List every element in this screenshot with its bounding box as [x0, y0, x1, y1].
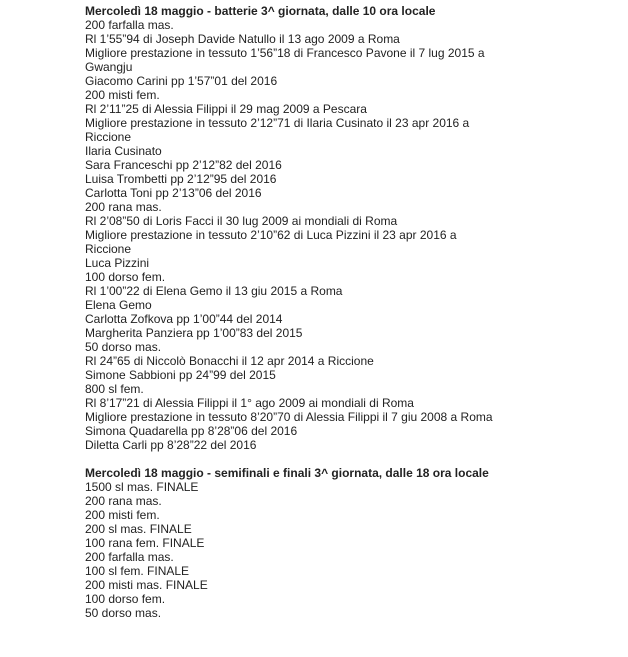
schedule-line: Migliore prestazione in tessuto 8’20”70 di Alessia Filippi il 7 giu 2008 a Roma: [85, 410, 493, 424]
section-lines: [85, 18, 505, 452]
schedule-line: 800 sl fem.: [85, 382, 144, 396]
schedule-line: Giacomo Carini pp 1’57”01 del 2016: [85, 74, 278, 88]
section-heading: Mercoledì 18 maggio - batterie 3^ giornata, dalle 10 ora locale: [85, 4, 436, 18]
schedule-line: Rl 1’55”94 di Joseph Davide Natullo il 13 ago 2009 a Roma: [85, 32, 400, 46]
section-lines: [85, 480, 505, 620]
schedule-line: Margherita Panziera pp 1’00”83 del 2015: [85, 326, 303, 340]
schedule-line: 100 sl fem. FINALE: [85, 564, 190, 578]
schedule-line: Ilaria Cusinato: [85, 144, 162, 158]
schedule-line: Rl 2’11”25 di Alessia Filippi il 29 mag 2009 a Pescara: [85, 102, 367, 116]
schedule-line: 200 farfalla mas.: [85, 550, 174, 564]
schedule-line: 50 dorso mas.: [85, 340, 162, 354]
schedule-line: Elena Gemo: [85, 298, 152, 312]
section-finals: [85, 466, 505, 620]
schedule-line: Simona Quadarella pp 8’28”06 del 2016: [85, 424, 298, 438]
schedule-line: Carlotta Toni pp 2’13”06 del 2016: [85, 186, 262, 200]
section-heats: [85, 4, 505, 452]
schedule-line: 50 dorso mas.: [85, 606, 162, 620]
schedule-line: Rl 2’08”50 di Loris Facci il 30 lug 2009 ai mondiali di Roma: [85, 214, 398, 228]
schedule-line: 200 sl mas. FINALE: [85, 522, 192, 536]
schedule-line: Simone Sabbioni pp 24”99 del 2015: [85, 368, 276, 382]
schedule-line: Rl 24”65 di Niccolò Bonacchi il 12 apr 2014 a Riccione: [85, 354, 374, 368]
schedule-line: Sara Franceschi pp 2’12”82 del 2016: [85, 158, 282, 172]
schedule-line: Rl 1’00”22 di Elena Gemo il 13 giu 2015 a Roma: [85, 284, 343, 298]
schedule-line: 200 misti fem.: [85, 508, 160, 522]
schedule-line: 100 dorso fem.: [85, 592, 166, 606]
schedule-line: Migliore prestazione in tessuto 1’56”18 di Francesco Pavone il 7 lug 2015 a Gwangju: [85, 46, 485, 74]
schedule-line: 200 farfalla mas.: [85, 18, 174, 32]
schedule-line: Luca Pizzini: [85, 256, 150, 270]
schedule-document: [85, 4, 505, 620]
schedule-line: Migliore prestazione in tessuto 2’10”62 di Luca Pizzini il 23 apr 2016 a Riccione: [85, 228, 457, 256]
schedule-line: Carlotta Zofkova pp 1’00”44 del 2014: [85, 312, 283, 326]
schedule-line: 1500 sl mas. FINALE: [85, 480, 199, 494]
schedule-line: 200 rana mas.: [85, 200, 162, 214]
schedule-line: Luisa Trombetti pp 2’12”95 del 2016: [85, 172, 277, 186]
schedule-line: Diletta Carli pp 8’28”22 del 2016: [85, 438, 257, 452]
schedule-line: 200 rana mas.: [85, 494, 162, 508]
schedule-line: 100 rana fem. FINALE: [85, 536, 205, 550]
schedule-line: 200 misti mas. FINALE: [85, 578, 208, 592]
schedule-line: 200 misti fem.: [85, 88, 160, 102]
schedule-line: Migliore prestazione in tessuto 2’12”71 di Ilaria Cusinato il 23 apr 2016 a Riccione: [85, 116, 470, 144]
section-heading: Mercoledì 18 maggio - semifinali e finali 3^ giornata, dalle 18 ora locale: [85, 466, 489, 480]
schedule-line: Rl 8’17”21 di Alessia Filippi il 1° ago 2009 ai mondiali di Roma: [85, 396, 414, 410]
schedule-line: 100 dorso fem.: [85, 270, 166, 284]
